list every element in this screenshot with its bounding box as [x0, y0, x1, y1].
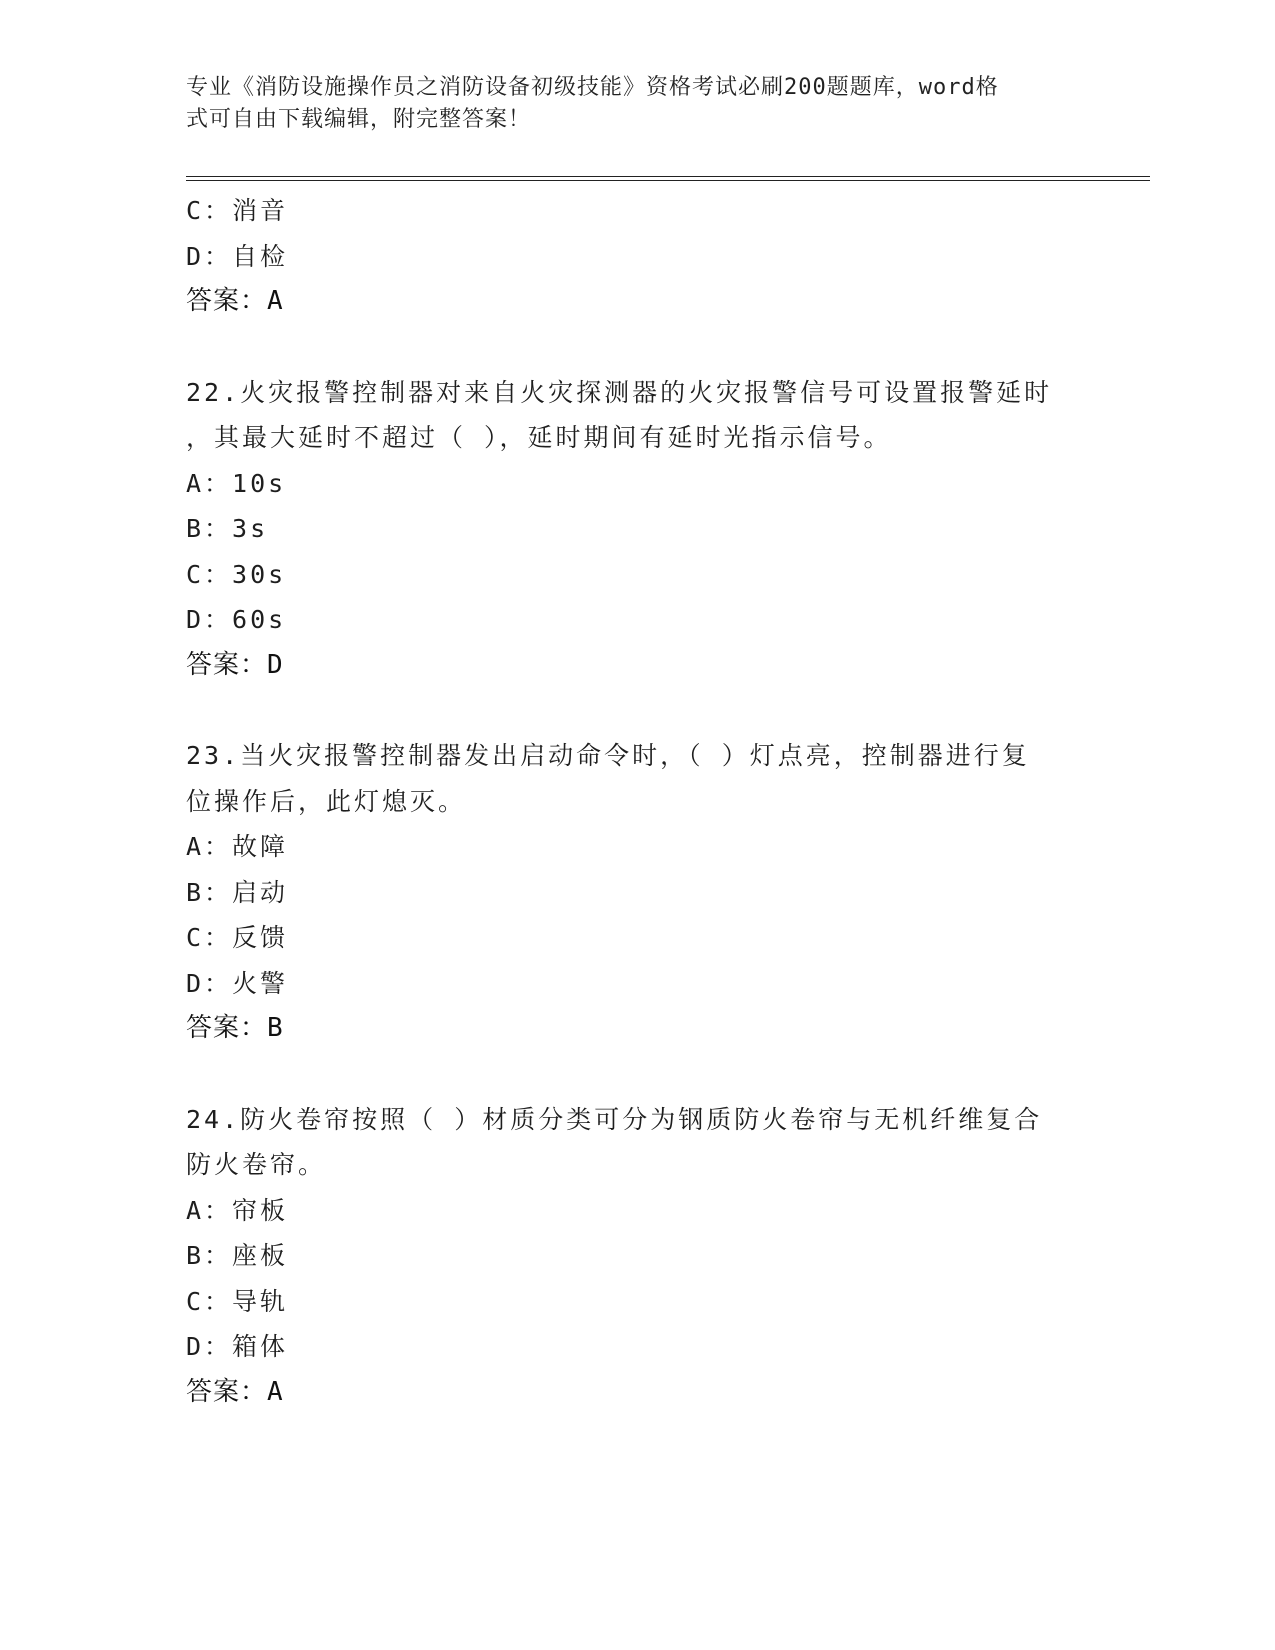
question-stem: ，其最大延时不超过（ ），延时期间有延时光指示信号。 [186, 423, 892, 452]
answer-line: 答案：A [186, 286, 284, 316]
document-header [186, 72, 1066, 136]
question-stem: 防火卷帘。 [186, 1150, 327, 1179]
question-stem: 24.防火卷帘按照（ ）材质分类可分为钢质防火卷帘与无机纤维复合 [186, 1104, 1043, 1134]
answer-line: 答案：B [186, 1013, 284, 1043]
question-stem: 23.当火灾报警控制器发出启动命令时，（ ）灯点亮，控制器进行复 [186, 741, 1030, 770]
header-divider [186, 176, 1150, 181]
option-c: C：消音 [186, 196, 289, 225]
previous-question-tail [186, 188, 1066, 325]
option-c: C：导轨 [186, 1286, 289, 1316]
option-d: D：60s [186, 605, 287, 634]
question-stem: 22.火灾报警控制器对来自火灾探测器的火灾报警信号可设置报警延时 [186, 377, 1053, 407]
option-c: C：30s [186, 559, 287, 589]
option-d: D：箱体 [186, 1332, 289, 1361]
option-a: A：帘板 [186, 1195, 289, 1225]
question-24 [186, 1097, 1066, 1416]
answer-line: 答案：D [186, 649, 284, 680]
option-b: B：座板 [186, 1241, 289, 1270]
option-a: A：故障 [186, 832, 289, 861]
answer-line: 答案：A [186, 1376, 284, 1407]
option-d: D：自检 [186, 241, 289, 271]
option-d: D：火警 [186, 968, 289, 998]
question-22 [186, 370, 1066, 689]
question-content [186, 188, 1066, 1415]
question-stem: 位操作后，此灯熄灭。 [186, 786, 467, 816]
option-c: C：反馈 [186, 923, 289, 952]
option-b: B：启动 [186, 877, 289, 907]
option-b: B：3s [186, 514, 269, 543]
option-a: A：10s [186, 468, 287, 498]
header-line-1: 专业《消防设施操作员之消防设备初级技能》资格考试必刷200题题库，word格 [186, 75, 999, 100]
header-line-2: 式可自由下载编辑，附完整答案！ [186, 107, 532, 132]
question-23 [186, 733, 1066, 1052]
